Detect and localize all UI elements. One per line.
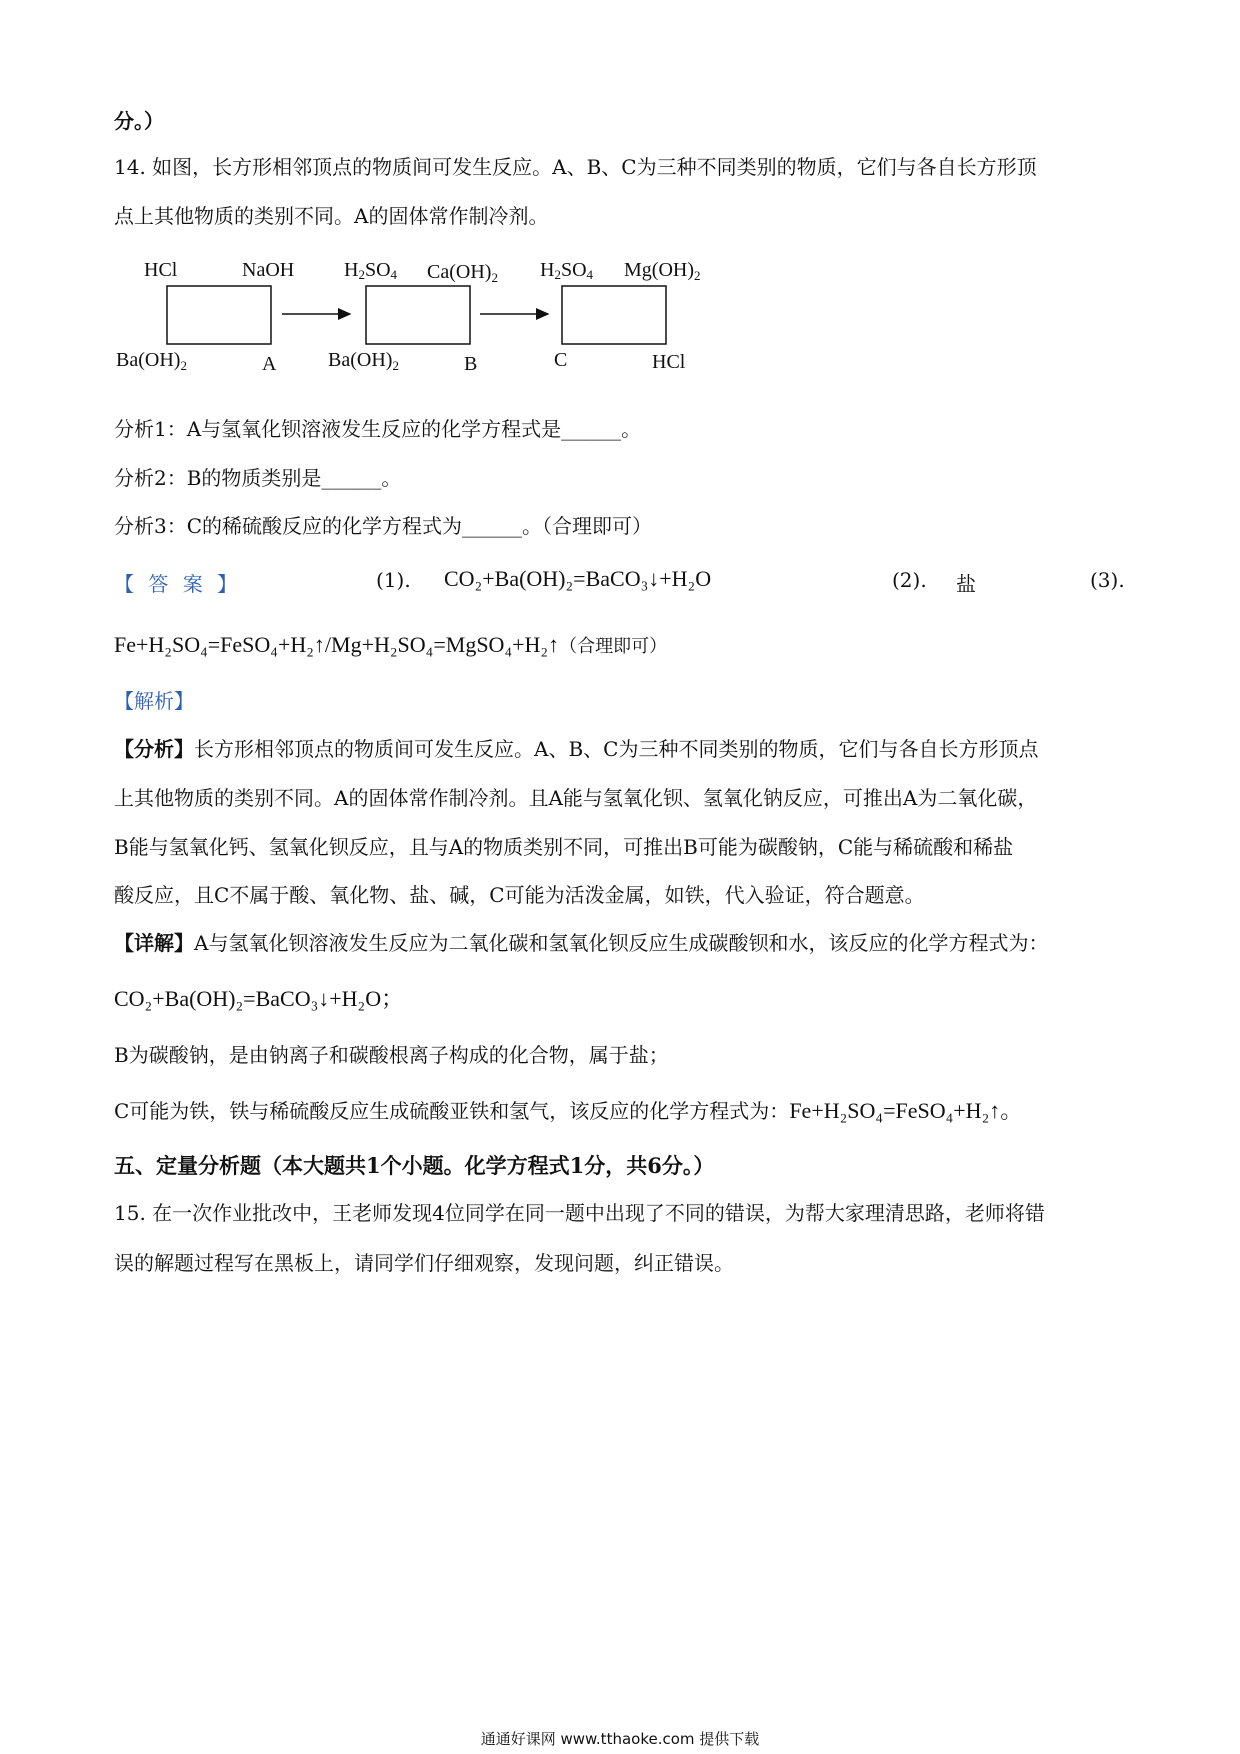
analysis-question-2: 分析2：B的物质类别是______。 [114,466,402,490]
answer-part1-equation: CO₂+Ba(OH)₂=BaCO₃↓+H₂O [444,566,712,591]
question14-line1: 14. 如图，长方形相邻顶点的物质间可发生反应。A、B、C为三种不同类别的物质，它们与各自长方形顶 [114,155,1037,179]
question14-line2: 点上其他物质的类别不同。A的固体常作制冷剂。 [114,204,549,228]
fenxi-line1 [114,736,1038,762]
answer-part3-number: (3). [1090,568,1125,592]
box3-top-left: H2SO4 [540,259,594,282]
xiangjie-line3 [114,1098,1022,1124]
xiangjie-line2: B为碳酸钠，是由钠离子和碳酸根离子构成的化合物，属于盐； [114,1043,669,1067]
xiangjie-line1 [114,930,1048,956]
box1-bottom-left: $Ba(OH)_2$ [116,349,187,373]
answer-row [114,568,1128,598]
box3-bottom-right: HCl [652,351,686,373]
fenxi-line3: B能与氢氧化钙、氢氧化钡反应，且与A的物质类别不同，可推出B可能为碳酸钠，C能与稀硫酸和稀盐 [114,835,1014,859]
box1-rect [167,286,271,344]
question15-line2: 误的解题过程写在黑板上，请同学们仔细观察，发现问题，纠正错误。 [114,1251,734,1275]
box3-rect [562,286,666,344]
box3-bottom-left: C [554,349,568,371]
box2-top-right: $Ca(OH)_2$ [427,261,498,285]
jiexi-label: 【解析】 [114,689,194,713]
answer-part2-value: 盐 [956,572,976,596]
answer-part3-line [114,632,667,660]
question15-line1: 15. 在一次作业批改中，王老师发现4位同学在同一题中出现了不同的错误，为帮大家理清思路，老师将错 [114,1201,1045,1225]
fenxi-line2: 上其他物质的类别不同。A的固体常作制冷剂。且A能与氢氧化钡、氢氧化钠反应，可推出A为二氧化碳， [114,786,1038,810]
answer-part3-equation: Fe+H₂SO₄=FeSO₄+H₂↑/Mg+H₂SO₄=MgSO₄+H₂↑ [114,632,560,657]
xiangjie-equation-3: Fe+H₂SO₄=FeSO₄+H₂↑。 [789,1098,1023,1123]
xiangjie-label: 【详解】 [114,931,194,955]
box1-bottom-right: A [262,353,277,375]
answer-part3-note: （合理即可） [559,636,668,657]
box2-bottom-right: B [464,353,478,375]
box2-top-left: H2SO4 [344,259,398,282]
answer-label: 【 答 案 】 [114,572,242,596]
fenxi-text-1: 长方形相邻顶点的物质间可发生反应。A、B、C为三种不同类别的物质，它们与各自长方形顶点 [194,737,1039,761]
box1-top-right: NaOH [242,259,295,281]
box3-top-right: $Mg(OH)_2$ [624,259,701,283]
xiangjie-text-1: A与氢氧化钡溶液发生反应为二氧化碳和氢氧化钡反应生成碳酸钡和水，该反应的化学方程式为： [194,931,1049,955]
xiangjie-text-3: C可能为铁，铁与稀硫酸反应生成硫酸亚铁和氢气，该反应的化学方程式为： [114,1099,790,1123]
footer: 通通好课网 www.tthaoke.com 提供下载 [480,1730,760,1748]
section5-title: 五、定量分析题（本大题共1个小题。化学方程式1分，共6分。） [114,1153,715,1178]
box2-bottom-left: $Ba(OH)_2$ [328,349,399,373]
xiangjie-equation-1: CO₂+Ba(OH)₂=BaCO₃↓+H₂O； [114,986,404,1011]
answer-part1-number: (1). [376,568,411,592]
analysis-question-1: 分析1：A与氢氧化钡溶液发生反应的化学方程式是______。 [114,417,642,441]
box2-rect [366,286,470,344]
box1-top-left: HCl [144,259,178,281]
top-fragment: 分。） [114,109,164,133]
fenxi-line4: 酸反应，且C不属于酸、氧化物、盐、碱，C可能为活泼金属，如铁，代入验证，符合题意。 [114,883,925,907]
analysis-question-3: 分析3：C的稀硫酸反应的化学方程式为______。（合理即可） [114,514,653,538]
answer-part2-number: (2). [892,568,927,592]
fenxi-label: 【分析】 [114,737,194,761]
reaction-diagram [112,254,732,384]
